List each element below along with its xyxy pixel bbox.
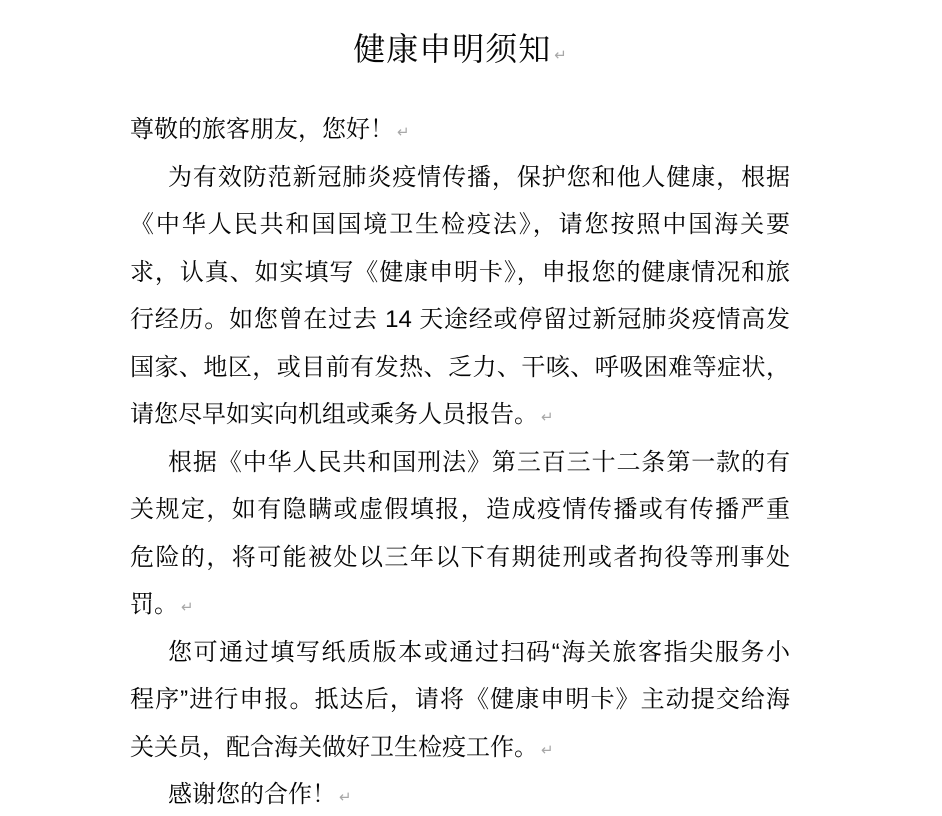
line-text: 危险的，将可能被处以三年以下有期徒刑或者拘役等刑事处 — [130, 543, 790, 571]
text-line — [130, 344, 790, 392]
text-line — [130, 629, 790, 677]
paragraph-mark-icon: ↵ — [397, 124, 410, 141]
line-text: 程序”进行申报。抵达后，请将《健康申明卡》主动提交给海 — [130, 686, 790, 713]
text-line-salutation — [130, 106, 790, 154]
line-text: 《中华人民共和国国境卫生检疫法》，请您按照中国海关要 — [130, 211, 790, 238]
text-line — [130, 534, 790, 582]
text-line — [130, 391, 790, 439]
text-line — [130, 676, 790, 724]
paragraph-mark-icon: ↵ — [339, 789, 352, 806]
text-line — [130, 724, 790, 772]
paragraph-mark-icon: ↵ — [554, 47, 567, 64]
line-text: 您可通过填写纸质版本或通过扫码“海关旅客指尖服务小 — [168, 638, 790, 666]
line-text: 为有效防范新冠肺炎疫情传播，保护您和他人健康，根据 — [168, 163, 790, 191]
line-text: 罚。 — [130, 591, 178, 618]
text-line — [130, 154, 790, 202]
document-body — [130, 106, 790, 816]
line-text: 关关员，配合海关做好卫生检疫工作。 — [130, 733, 538, 761]
paragraph-mark-icon: ↵ — [541, 409, 554, 426]
text-line-closing — [130, 771, 790, 816]
text-line — [130, 249, 790, 297]
line-text: 国家、地区，或目前有发热、乏力、干咳、呼吸困难等症状， — [130, 353, 790, 381]
line-text: 行经历。如您曾在过去 14 天途经或停留过新冠肺炎疫情高发 — [130, 306, 790, 333]
text-line — [130, 296, 790, 344]
text-line — [130, 486, 790, 534]
text-line — [130, 201, 790, 249]
line-text: 根据《中华人民共和国刑法》第三百三十二条第一款的有 — [168, 448, 790, 476]
document-title-text: 健康申明须知 — [353, 31, 552, 67]
text-line — [130, 439, 790, 487]
paragraph-mark-icon: ↵ — [181, 599, 194, 616]
text-line — [130, 581, 790, 629]
line-text: 关规定，如有隐瞒或虚假填报，造成疫情传播或有传播严重 — [130, 496, 790, 523]
line-text: 求，认真、如实填写《健康申明卡》，申报您的健康情况和旅 — [130, 258, 790, 286]
line-text: 请您尽早如实向机组或乘务人员报告。 — [130, 401, 538, 428]
line-text: 感谢您的合作！ — [168, 781, 336, 808]
document-content — [130, 26, 790, 816]
paragraph-mark-icon: ↵ — [541, 741, 554, 759]
document-title — [130, 26, 790, 79]
line-text: 尊敬的旅客朋友，您好！ — [130, 116, 394, 143]
